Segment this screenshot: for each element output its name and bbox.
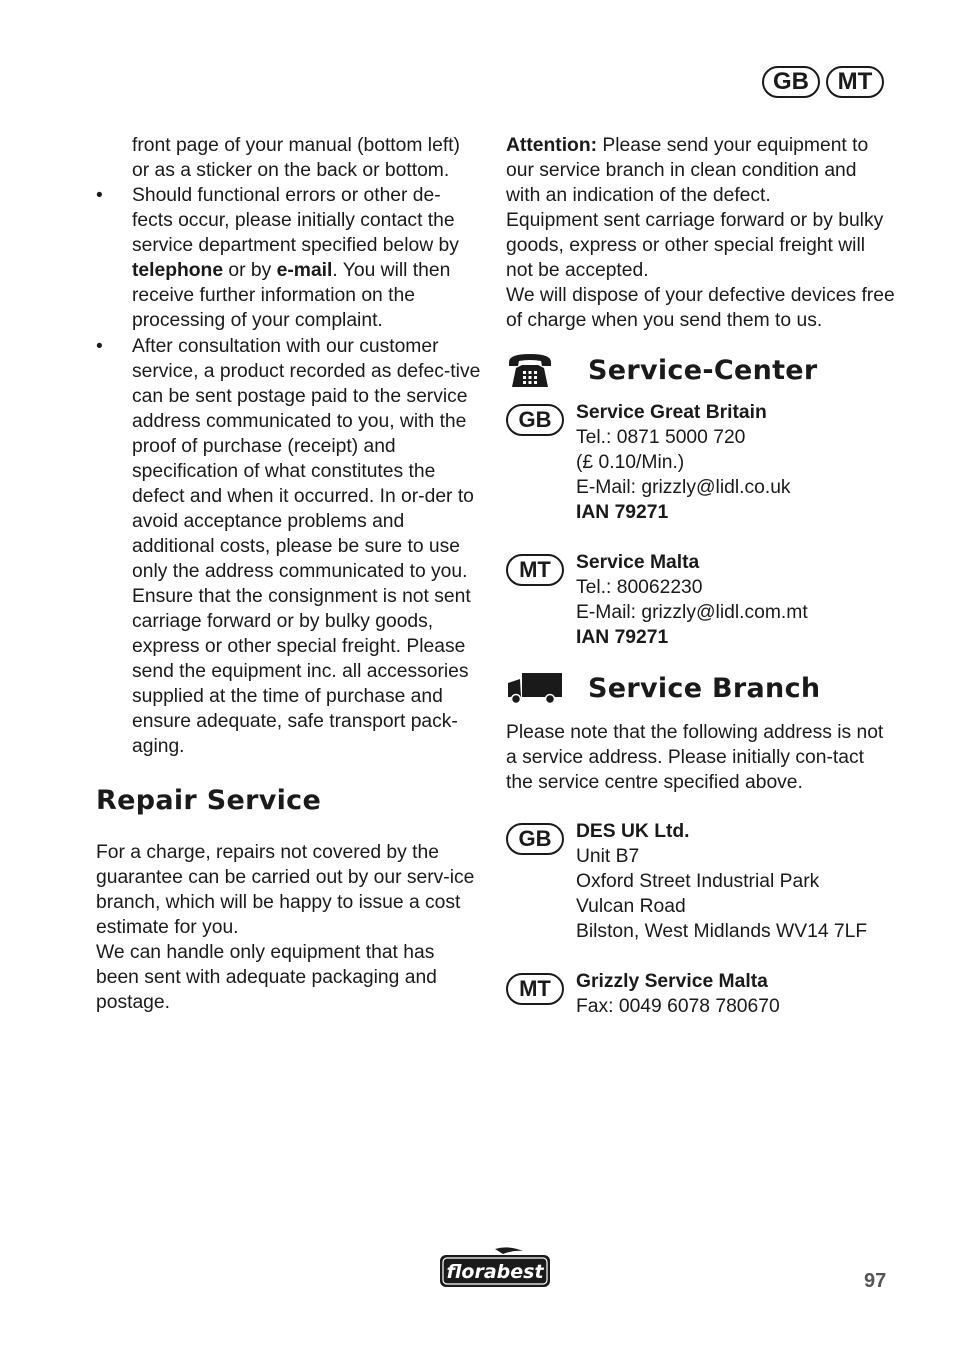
- branch-name: DES UK Ltd.: [576, 821, 690, 842]
- badge-mt: MT: [826, 66, 884, 98]
- florabest-logo: [437, 1245, 553, 1296]
- branch-note: Please note that the following address is not a service address. Please initially con-tact the service centre specified above.: [506, 722, 884, 793]
- address-line: Unit B7: [576, 846, 640, 867]
- repair-paragraph-2: We can handle only equipment that has been sent with adequate packaging and postage.: [96, 942, 437, 1013]
- continuation-text: front page of your manual (bottom left) or as a sticker on the back or bottom.: [132, 135, 460, 181]
- service-name: Service Malta: [576, 552, 700, 573]
- attention-paragraph: [506, 133, 896, 208]
- attention-paragraph-3: We will dispose of your defective devices free of charge when you send them to us.: [506, 285, 895, 331]
- service-center-mt: [506, 550, 896, 650]
- bullet1-mid: or by: [223, 260, 277, 281]
- attention-paragraph-2: Equipment sent carriage forward or by bulky goods, express or other special freight will not be accepted.: [506, 210, 884, 281]
- address-line: Bilston, West Midlands WV14 7LF: [576, 921, 868, 942]
- branch-mt: [506, 969, 896, 1019]
- service-center-heading: [506, 350, 896, 390]
- branch-fax: Fax: 0049 6078 780670: [576, 996, 780, 1017]
- badge-gb: GB: [762, 66, 820, 98]
- attention-text: Please send your equipment to our service branch in clean condition and with an indication of the defect.: [506, 135, 869, 206]
- bullet-dot: •: [96, 185, 103, 206]
- bullet1-post: . You will then receive further information on the processing of your complaint.: [132, 260, 451, 331]
- bullet-consultation: [96, 334, 481, 759]
- service-branch-heading: [506, 668, 896, 708]
- left-column: [96, 133, 481, 1015]
- badge-mt: MT: [506, 554, 564, 586]
- address-line: Vulcan Road: [576, 896, 686, 917]
- svg-text:florabest: florabest: [446, 1261, 544, 1283]
- repair-service-title: Repair Service: [96, 785, 322, 816]
- email-term: e-mail: [276, 260, 333, 281]
- telephone-icon: [506, 350, 566, 390]
- badge-gb: GB: [506, 404, 564, 436]
- service-center-gb: [506, 400, 896, 525]
- repair-paragraph-1: For a charge, repairs not covered by the guarantee can be carried out by our serv-ice branch, which will be happy to issue a cost estimate for you.: [96, 842, 475, 938]
- address-line: Oxford Street Industrial Park: [576, 871, 820, 892]
- language-badges: [762, 66, 884, 98]
- service-email: E-Mail: grizzly@lidl.co.uk: [576, 477, 791, 498]
- right-column: [506, 133, 896, 1019]
- truck-icon: [506, 671, 566, 705]
- service-rate: (£ 0.10/Min.): [576, 452, 685, 473]
- service-ian: IAN 79271: [576, 502, 669, 523]
- bullet2-text: After consultation with our customer service, a product recorded as defec-tive can be sent postage paid to the service address communicated to you, with the proof of purchase (receipt) and specification of what constitutes the defect and when it occurred. In or-der to avoid acceptance problems and additional costs, please be sure to use only the address communicated to you. Ensure that the consignment is not sent carriage forward or by bulky goods, express or other special freight. Please send the equipment inc. all accessories supplied at the time of purchase and ensure adequate, safe transport pack-aging.: [132, 336, 481, 757]
- telephone-term: telephone: [132, 260, 224, 281]
- bullet1-pre: Should functional errors or other de-fects occur, please initially contact the service department specified below by: [132, 185, 459, 256]
- branch-gb: [506, 819, 896, 944]
- bullet-dot: •: [96, 336, 103, 357]
- badge-mt: MT: [506, 973, 564, 1005]
- service-branch-title: Service Branch: [588, 672, 821, 704]
- service-tel: Tel.: 0871 5000 720: [576, 427, 746, 448]
- attention-label: Attention:: [506, 135, 598, 156]
- service-ian: IAN 79271: [576, 627, 669, 648]
- service-center-title: Service-Center: [588, 354, 818, 386]
- service-name: Service Great Britain: [576, 402, 767, 423]
- page-number: 97: [864, 1270, 887, 1292]
- service-tel: Tel.: 80062230: [576, 577, 703, 598]
- badge-gb: GB: [506, 823, 564, 855]
- service-email: E-Mail: grizzly@lidl.com.mt: [576, 602, 808, 623]
- branch-name: Grizzly Service Malta: [576, 971, 768, 992]
- bullet-functional-errors: [96, 183, 481, 333]
